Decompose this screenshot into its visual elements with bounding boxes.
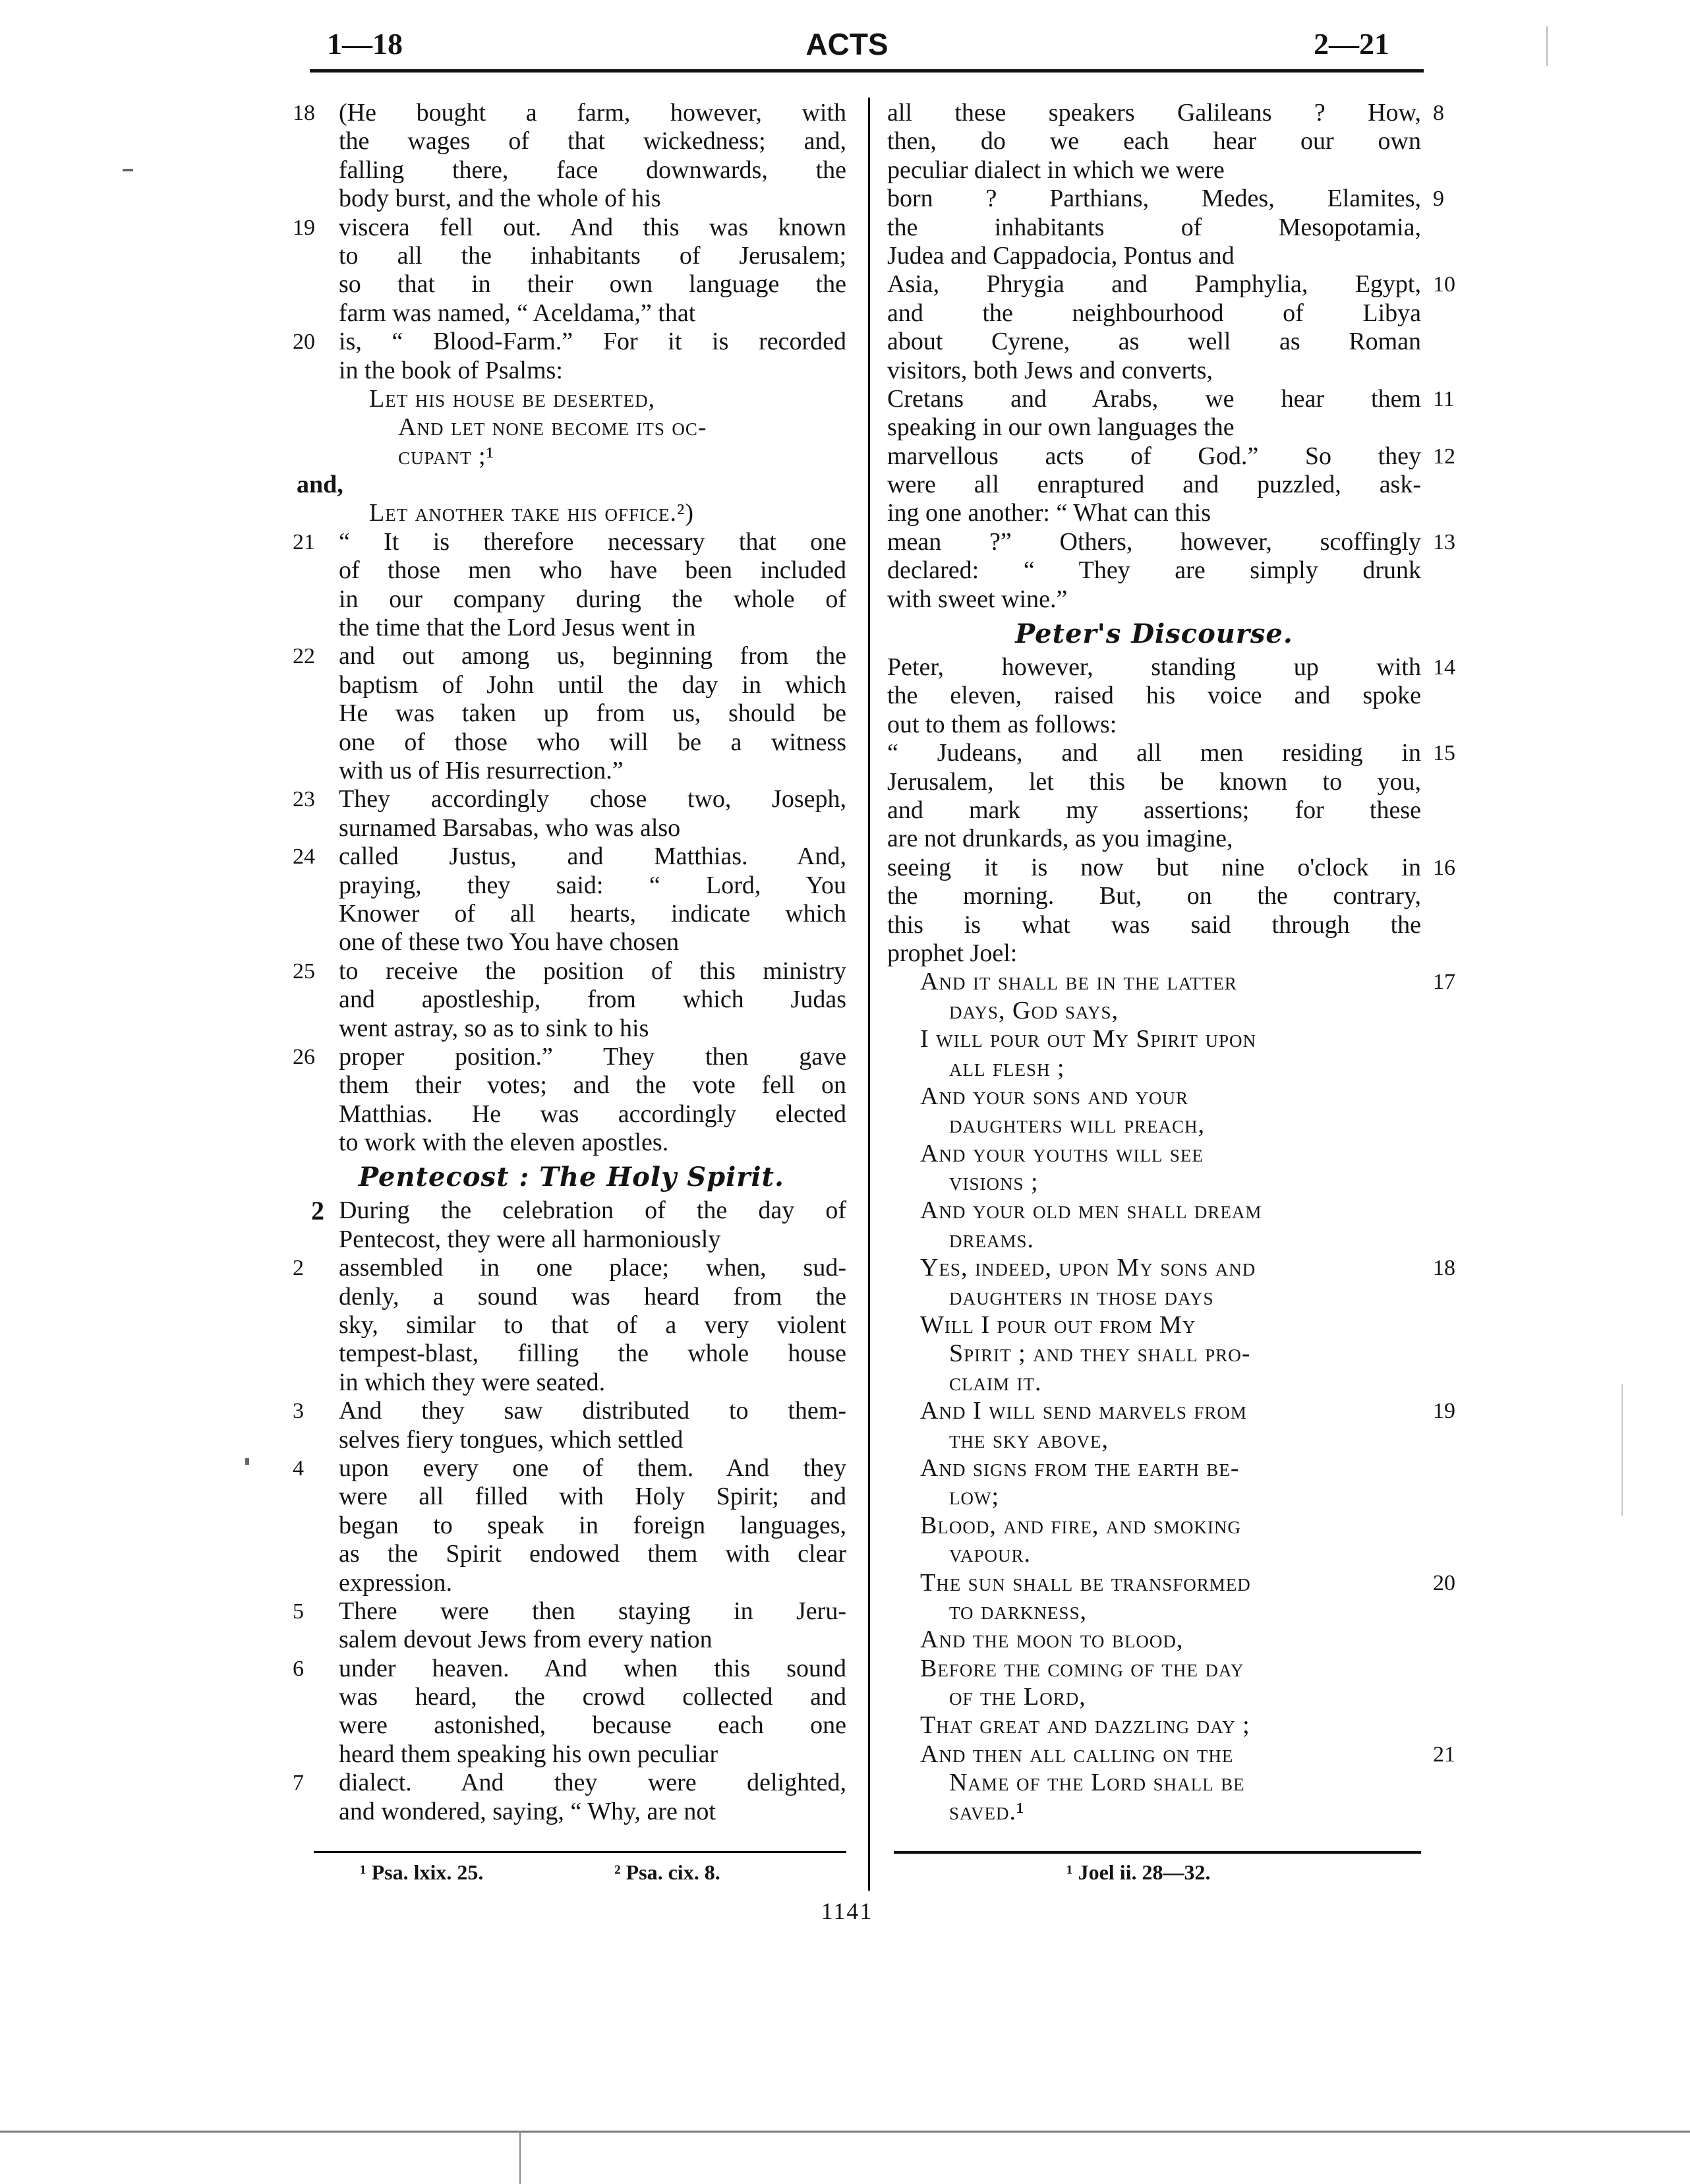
scripture-quotation bbox=[887, 1655, 1421, 1712]
text-line: the morning. But, on the contrary, bbox=[887, 882, 1421, 910]
verse-text bbox=[339, 328, 846, 385]
verse-text bbox=[339, 1397, 846, 1454]
scripture-quotation bbox=[887, 1025, 1421, 1082]
verse-paragraph bbox=[293, 642, 846, 785]
verse-number: 19 bbox=[293, 215, 315, 240]
connector-text bbox=[297, 471, 846, 499]
text-line: was heard, the crowd collected and bbox=[339, 1683, 846, 1711]
quotation-text bbox=[920, 1254, 1421, 1311]
verse-paragraph bbox=[293, 957, 846, 1043]
verse-number: 25 bbox=[293, 959, 315, 984]
text-line: Peter, however, standing up with bbox=[887, 653, 1421, 682]
section-heading: Pentecost : The Holy Spirit. bbox=[359, 1162, 784, 1193]
text-line: is, “ Blood-Farm.” For it is recorded bbox=[339, 328, 846, 356]
chapter-number: 2 bbox=[311, 1196, 324, 1226]
text-line: all flesh ; bbox=[949, 1053, 1065, 1082]
scripture-quotation bbox=[887, 1626, 1421, 1654]
scripture-quotation bbox=[887, 1711, 1421, 1740]
text-line: the inhabitants of Mesopotamia, bbox=[887, 213, 1421, 241]
verse-number: 21 bbox=[1433, 1742, 1455, 1767]
text-line: and mark my assertions; for these bbox=[887, 796, 1421, 824]
verse-paragraph bbox=[887, 739, 1455, 854]
text-line: Will I pour out from My bbox=[920, 1311, 1196, 1340]
verse-paragraph bbox=[293, 1654, 846, 1769]
text-line: the sky above, bbox=[949, 1425, 1109, 1454]
text-line: They accordingly chose two, Joseph, bbox=[339, 785, 846, 813]
scan-speck bbox=[123, 169, 133, 171]
text-line: body burst, and the whole of his bbox=[339, 185, 661, 213]
footnote-left-1: ¹ Psa. lxix. 25. bbox=[360, 1860, 484, 1884]
text-line: low; bbox=[949, 1483, 1000, 1511]
verse-number: 8 bbox=[1433, 101, 1444, 125]
verse-number: 17 bbox=[1433, 970, 1455, 995]
scripture-quotation bbox=[887, 1512, 1421, 1569]
text-line: went astray, so as to sink to his bbox=[339, 1014, 649, 1042]
text-line: the time that the Lord Jesus went in bbox=[339, 614, 696, 642]
text-line: Name of the Lord shall be bbox=[949, 1769, 1245, 1797]
verse-number: 3 bbox=[293, 1399, 304, 1424]
verse-paragraph bbox=[293, 213, 846, 328]
text-line: Pentecost, they were all harmoniously bbox=[339, 1225, 721, 1253]
verse-paragraph bbox=[293, 842, 846, 957]
text-line: Judea and Cappadocia, Pontus and bbox=[887, 241, 1235, 270]
text-line: began to speak in foreign languages, bbox=[339, 1511, 846, 1539]
text-line: in the book of Psalms: bbox=[339, 356, 563, 384]
text-line: to darkness, bbox=[949, 1597, 1088, 1625]
text-line: all these speakers Galileans ? How, bbox=[887, 99, 1421, 127]
text-line: and the neighbourhood of Libya bbox=[887, 299, 1421, 327]
scan-edge-dots bbox=[1621, 1384, 1623, 1516]
verse-number: 9 bbox=[1433, 187, 1444, 212]
verse-number: 24 bbox=[293, 844, 315, 870]
text-line: visions ; bbox=[949, 1168, 1039, 1196]
text-line: farm was named, “ Aceldama,” that bbox=[339, 299, 696, 327]
text-line: Spirit ; and they shall pro- bbox=[949, 1340, 1251, 1368]
verse-paragraph bbox=[293, 328, 846, 385]
text-line: And signs from the earth be- bbox=[920, 1454, 1240, 1482]
verse-number: 13 bbox=[1433, 529, 1455, 554]
verse-number: 11 bbox=[1433, 386, 1455, 411]
text-line: dreams. bbox=[949, 1225, 1035, 1253]
text-line: and apostleship, from which Judas bbox=[339, 986, 846, 1014]
text-line: And they saw distributed to them- bbox=[339, 1397, 846, 1425]
quotation-text bbox=[920, 1397, 1421, 1454]
text-line: out to them as follows: bbox=[887, 710, 1117, 738]
quotation-text bbox=[920, 1196, 1421, 1254]
verse-text bbox=[887, 854, 1421, 968]
verse-number: 5 bbox=[293, 1599, 304, 1624]
text-line: He was taken up from us, should be bbox=[339, 699, 846, 728]
footnote-left-2: ² Psa. cix. 8. bbox=[614, 1860, 720, 1884]
verse-number: 20 bbox=[293, 330, 315, 355]
verse-number: 15 bbox=[1433, 741, 1455, 766]
verse-paragraph bbox=[293, 1042, 846, 1158]
text-line: them their votes; and the vote fell on bbox=[339, 1071, 846, 1100]
verse-number: 16 bbox=[1433, 855, 1455, 880]
text-line: daughters in those days bbox=[949, 1282, 1214, 1311]
text-line: of those men who have been included bbox=[339, 556, 846, 585]
footnote-rule-left bbox=[314, 1851, 846, 1853]
verse-text bbox=[887, 385, 1421, 442]
text-line: assembled in one place; when, sud- bbox=[339, 1254, 846, 1282]
verse-text bbox=[339, 528, 846, 643]
verse-paragraph bbox=[293, 99, 846, 214]
verse-text bbox=[887, 739, 1421, 854]
verse-number: 23 bbox=[293, 787, 315, 812]
verse-number: 14 bbox=[1433, 655, 1455, 680]
verse-number: 21 bbox=[293, 529, 315, 554]
verse-paragraph bbox=[887, 442, 1455, 528]
text-line: surnamed Barsabas, who was also bbox=[339, 813, 681, 842]
header-rule bbox=[310, 69, 1424, 73]
text-line: claim it. bbox=[949, 1368, 1042, 1396]
verse-paragraph bbox=[887, 527, 1455, 614]
verse-number: 6 bbox=[293, 1656, 304, 1681]
text-line: sky, similar to that of a very violent bbox=[339, 1311, 846, 1340]
verse-paragraph bbox=[887, 270, 1455, 385]
text-line: about Cyrene, as well as Roman bbox=[887, 328, 1421, 356]
scripture-quotation bbox=[297, 385, 846, 471]
verse-text bbox=[887, 653, 1421, 739]
text-line: Before the coming of the day bbox=[920, 1654, 1244, 1682]
text-line: Blood, and fire, and smoking bbox=[920, 1511, 1241, 1539]
verse-text bbox=[339, 1655, 846, 1769]
quotation-text bbox=[920, 1626, 1421, 1654]
verse-text bbox=[339, 785, 846, 842]
scan-bottom-tick bbox=[519, 2131, 521, 2184]
verse-text bbox=[339, 1454, 846, 1597]
scripture-quotation bbox=[887, 1568, 1455, 1626]
verse-text bbox=[887, 270, 1421, 385]
quotation-text bbox=[920, 1082, 1421, 1140]
scan-speck bbox=[245, 1458, 249, 1465]
verse-number: 7 bbox=[293, 1771, 304, 1796]
scripture-quotation bbox=[887, 1397, 1455, 1454]
verse-number: 12 bbox=[1433, 444, 1455, 469]
verse-number: 19 bbox=[1433, 1399, 1455, 1424]
verse-text bbox=[887, 99, 1421, 185]
text-line: And your youths will see bbox=[920, 1139, 1204, 1167]
text-line: proper position.” They then gave bbox=[339, 1042, 846, 1071]
text-line: prophet Joel: bbox=[887, 939, 1018, 967]
verse-paragraph bbox=[293, 527, 846, 643]
verse-text bbox=[887, 185, 1421, 270]
text-line: There were then staying in Jeru- bbox=[339, 1597, 846, 1625]
verse-text bbox=[339, 1196, 846, 1254]
text-line: “ It is therefore necessary that one bbox=[339, 527, 846, 556]
scripture-quotation bbox=[887, 1740, 1455, 1826]
scripture-quotation bbox=[887, 1454, 1421, 1512]
text-line: marvellous acts of God.” So they bbox=[887, 442, 1421, 470]
text-line: were all filled with Holy Spirit; and bbox=[339, 1483, 846, 1511]
quotation-text bbox=[369, 499, 846, 527]
text-line: Let another take his office.²) bbox=[369, 499, 695, 527]
verse-number: 10 bbox=[1433, 272, 1455, 297]
page-number: 1141 bbox=[821, 1898, 873, 1924]
text-line: (He bought a farm, however, with bbox=[339, 99, 846, 127]
text-line: tempest-blast, filling the whole house bbox=[339, 1340, 846, 1368]
quotation-text bbox=[920, 1569, 1421, 1626]
scripture-quotation bbox=[887, 1196, 1421, 1254]
verse-paragraph bbox=[293, 785, 846, 842]
quotation-text bbox=[920, 1140, 1421, 1197]
quotation-text bbox=[920, 1025, 1421, 1082]
text-line: Yes, indeed, upon My sons and bbox=[920, 1254, 1256, 1282]
text-line: the eleven, raised his voice and spoke bbox=[887, 682, 1421, 710]
text-line: salem devout Jews from every nation bbox=[339, 1626, 713, 1654]
verse-paragraph bbox=[293, 1254, 846, 1397]
verse-paragraph bbox=[297, 1196, 846, 1254]
scripture-quotation bbox=[887, 1082, 1421, 1140]
running-header-right: 2—21 bbox=[1314, 27, 1389, 61]
text-line: one of those who will be a witness bbox=[339, 728, 846, 756]
text-line: born ? Parthians, Medes, Elamites, bbox=[887, 185, 1421, 213]
text-line: Knower of all hearts, indicate which bbox=[339, 899, 846, 928]
verse-text bbox=[339, 1769, 846, 1826]
text-line: “ Judeans, and all men residing in bbox=[887, 739, 1421, 767]
text-line: heard them speaking his own peculiar bbox=[339, 1740, 718, 1768]
verse-paragraph bbox=[887, 653, 1455, 739]
quotation-text bbox=[369, 385, 846, 471]
text-line: seeing it is now but nine o'clock in bbox=[887, 853, 1421, 881]
quotation-text bbox=[920, 1740, 1421, 1826]
verse-number: 2 bbox=[293, 1256, 304, 1281]
quotation-text bbox=[920, 968, 1421, 1025]
quotation-text bbox=[920, 1512, 1421, 1569]
verse-text bbox=[887, 528, 1421, 614]
text-line: mean ?” Others, however, scoffingly bbox=[887, 527, 1421, 556]
scripture-quotation bbox=[887, 1254, 1455, 1311]
text-line: And I will send marvels from bbox=[920, 1397, 1247, 1425]
text-line: are not drunkards, as you imagine, bbox=[887, 825, 1233, 853]
text-line: And the moon to blood, bbox=[920, 1626, 1184, 1654]
text-line: daughters will preach, bbox=[949, 1111, 1205, 1139]
running-header-title: ACTS bbox=[805, 27, 889, 61]
verse-paragraph bbox=[293, 1769, 846, 1826]
verse-text bbox=[339, 99, 846, 214]
text-line: days, God says, bbox=[949, 996, 1119, 1024]
quotation-text bbox=[920, 1655, 1421, 1712]
text-line: then, do we each hear our own bbox=[887, 127, 1421, 156]
verse-paragraph bbox=[887, 99, 1444, 185]
verse-text bbox=[339, 1043, 846, 1158]
scripture-quotation bbox=[297, 499, 846, 527]
verse-text bbox=[339, 957, 846, 1043]
verse-number: 22 bbox=[293, 644, 315, 669]
text-line: were astonished, because each one bbox=[339, 1711, 846, 1740]
text-line: to work with the eleven apostles. bbox=[339, 1129, 669, 1157]
text-line: And it shall be in the latter bbox=[920, 968, 1237, 996]
text-line: I will pour out My Spirit upon bbox=[920, 1025, 1257, 1053]
text-line: ing one another: “ What can this bbox=[887, 499, 1211, 527]
text-line: dialect. And they were delighted, bbox=[339, 1769, 846, 1797]
text-line: During the celebration of the day of bbox=[339, 1196, 846, 1225]
running-header-left: 1—18 bbox=[327, 27, 403, 61]
text-line: under heaven. And when this sound bbox=[339, 1654, 846, 1682]
quotation-text bbox=[920, 1454, 1421, 1512]
scripture-quotation bbox=[887, 1140, 1421, 1197]
text-line: with sweet wine.” bbox=[887, 585, 1068, 613]
text-line: praying, they said: “ Lord, You bbox=[339, 871, 846, 899]
text-line: with us of His resurrection.” bbox=[339, 756, 624, 784]
text-line: And let none become its oc- bbox=[398, 413, 707, 442]
quotation-text bbox=[920, 1311, 1421, 1397]
quotation-text bbox=[920, 1711, 1421, 1740]
scan-bottom-rule bbox=[0, 2131, 1690, 2133]
text-line: in our company during the whole of bbox=[339, 585, 846, 613]
text-line: the wages of that wickedness; and, bbox=[339, 127, 846, 156]
text-line: called Justus, and Matthias. And, bbox=[339, 842, 846, 871]
verse-text bbox=[887, 442, 1421, 528]
text-line: as the Spirit endowed them with clear bbox=[339, 1540, 846, 1568]
text-line: so that in their own language the bbox=[339, 270, 846, 299]
verse-paragraph bbox=[293, 1454, 846, 1597]
verse-number: 18 bbox=[293, 101, 315, 125]
verse-number: 18 bbox=[1433, 1256, 1455, 1281]
column-divider bbox=[868, 98, 870, 1891]
verse-paragraph bbox=[887, 384, 1455, 442]
verse-text bbox=[339, 1254, 846, 1397]
verse-number: 4 bbox=[293, 1456, 304, 1481]
text-line: of the Lord, bbox=[949, 1683, 1086, 1711]
text-line: And your sons and your bbox=[920, 1082, 1188, 1110]
verse-paragraph bbox=[293, 1397, 846, 1454]
verse-text bbox=[339, 1597, 846, 1655]
text-line: baptism of John until the day in which bbox=[339, 670, 846, 699]
verse-number: 26 bbox=[293, 1044, 315, 1069]
text-line: saved.¹ bbox=[949, 1797, 1025, 1825]
verse-paragraph bbox=[887, 185, 1444, 270]
text-line: speaking in our own languages the bbox=[887, 413, 1235, 442]
text-line: and out among us, beginning from the bbox=[339, 642, 846, 670]
text-line: falling there, face downwards, the bbox=[339, 156, 846, 184]
text-line: Jerusalem, let this be known to you, bbox=[887, 767, 1421, 796]
text-line: And your old men shall dream bbox=[920, 1196, 1262, 1225]
text-line: That great and dazzling day ; bbox=[920, 1711, 1250, 1740]
text-line: denly, a sound was heard from the bbox=[339, 1282, 846, 1311]
verse-number: 20 bbox=[1433, 1570, 1455, 1595]
verse-paragraph bbox=[887, 853, 1455, 968]
verse-text bbox=[339, 214, 846, 328]
text-line: upon every one of them. And they bbox=[339, 1454, 846, 1482]
text-line: viscera fell out. And this was known bbox=[339, 213, 846, 241]
text-line: and, bbox=[297, 471, 343, 499]
text-line: Asia, Phrygia and Pamphylia, Egypt, bbox=[887, 270, 1421, 299]
text-line: to receive the position of this ministry bbox=[339, 957, 846, 985]
scripture-quotation bbox=[887, 1311, 1421, 1397]
text-line: Matthias. He was accordingly elected bbox=[339, 1100, 846, 1128]
footnote-rule-right bbox=[894, 1851, 1421, 1854]
text-line: vapour. bbox=[949, 1540, 1032, 1568]
right-column bbox=[887, 99, 1455, 1826]
text-line: declared: “ They are simply drunk bbox=[887, 556, 1421, 585]
verse-paragraph bbox=[293, 1597, 846, 1655]
text-line: to all the inhabitants of Jerusalem; bbox=[339, 241, 846, 270]
text-line: Cretans and Arabs, we hear them bbox=[887, 384, 1421, 413]
text-line: The sun shall be transformed bbox=[920, 1568, 1251, 1597]
footnote-right-1: ¹ Joel ii. 28—32. bbox=[1066, 1860, 1211, 1884]
verse-text bbox=[339, 842, 846, 957]
text-line: and wondered, saying, “ Why, are not bbox=[339, 1797, 716, 1825]
text-line: And then all calling on the bbox=[920, 1740, 1234, 1768]
text-line: one of these two You have chosen bbox=[339, 928, 680, 957]
text-line: peculiar dialect in which we were bbox=[887, 156, 1225, 184]
text-line: in which they were seated. bbox=[339, 1368, 606, 1396]
text-line: selves fiery tongues, which settled bbox=[339, 1425, 684, 1454]
section-heading: Peter's Discourse. bbox=[1015, 618, 1293, 650]
text-line: expression. bbox=[339, 1568, 453, 1597]
text-line: this is what was said through the bbox=[887, 910, 1421, 939]
scripture-quotation bbox=[887, 968, 1455, 1025]
text-line: visitors, both Jews and converts, bbox=[887, 356, 1213, 384]
scan-edge-dots bbox=[1546, 26, 1548, 66]
left-column bbox=[293, 99, 846, 1826]
verse-text bbox=[339, 642, 846, 785]
text-line: Let his house be deserted, bbox=[369, 384, 656, 413]
text-line: cupant ;¹ bbox=[398, 442, 494, 470]
text-line: were all enraptured and puzzled, ask- bbox=[887, 471, 1421, 499]
